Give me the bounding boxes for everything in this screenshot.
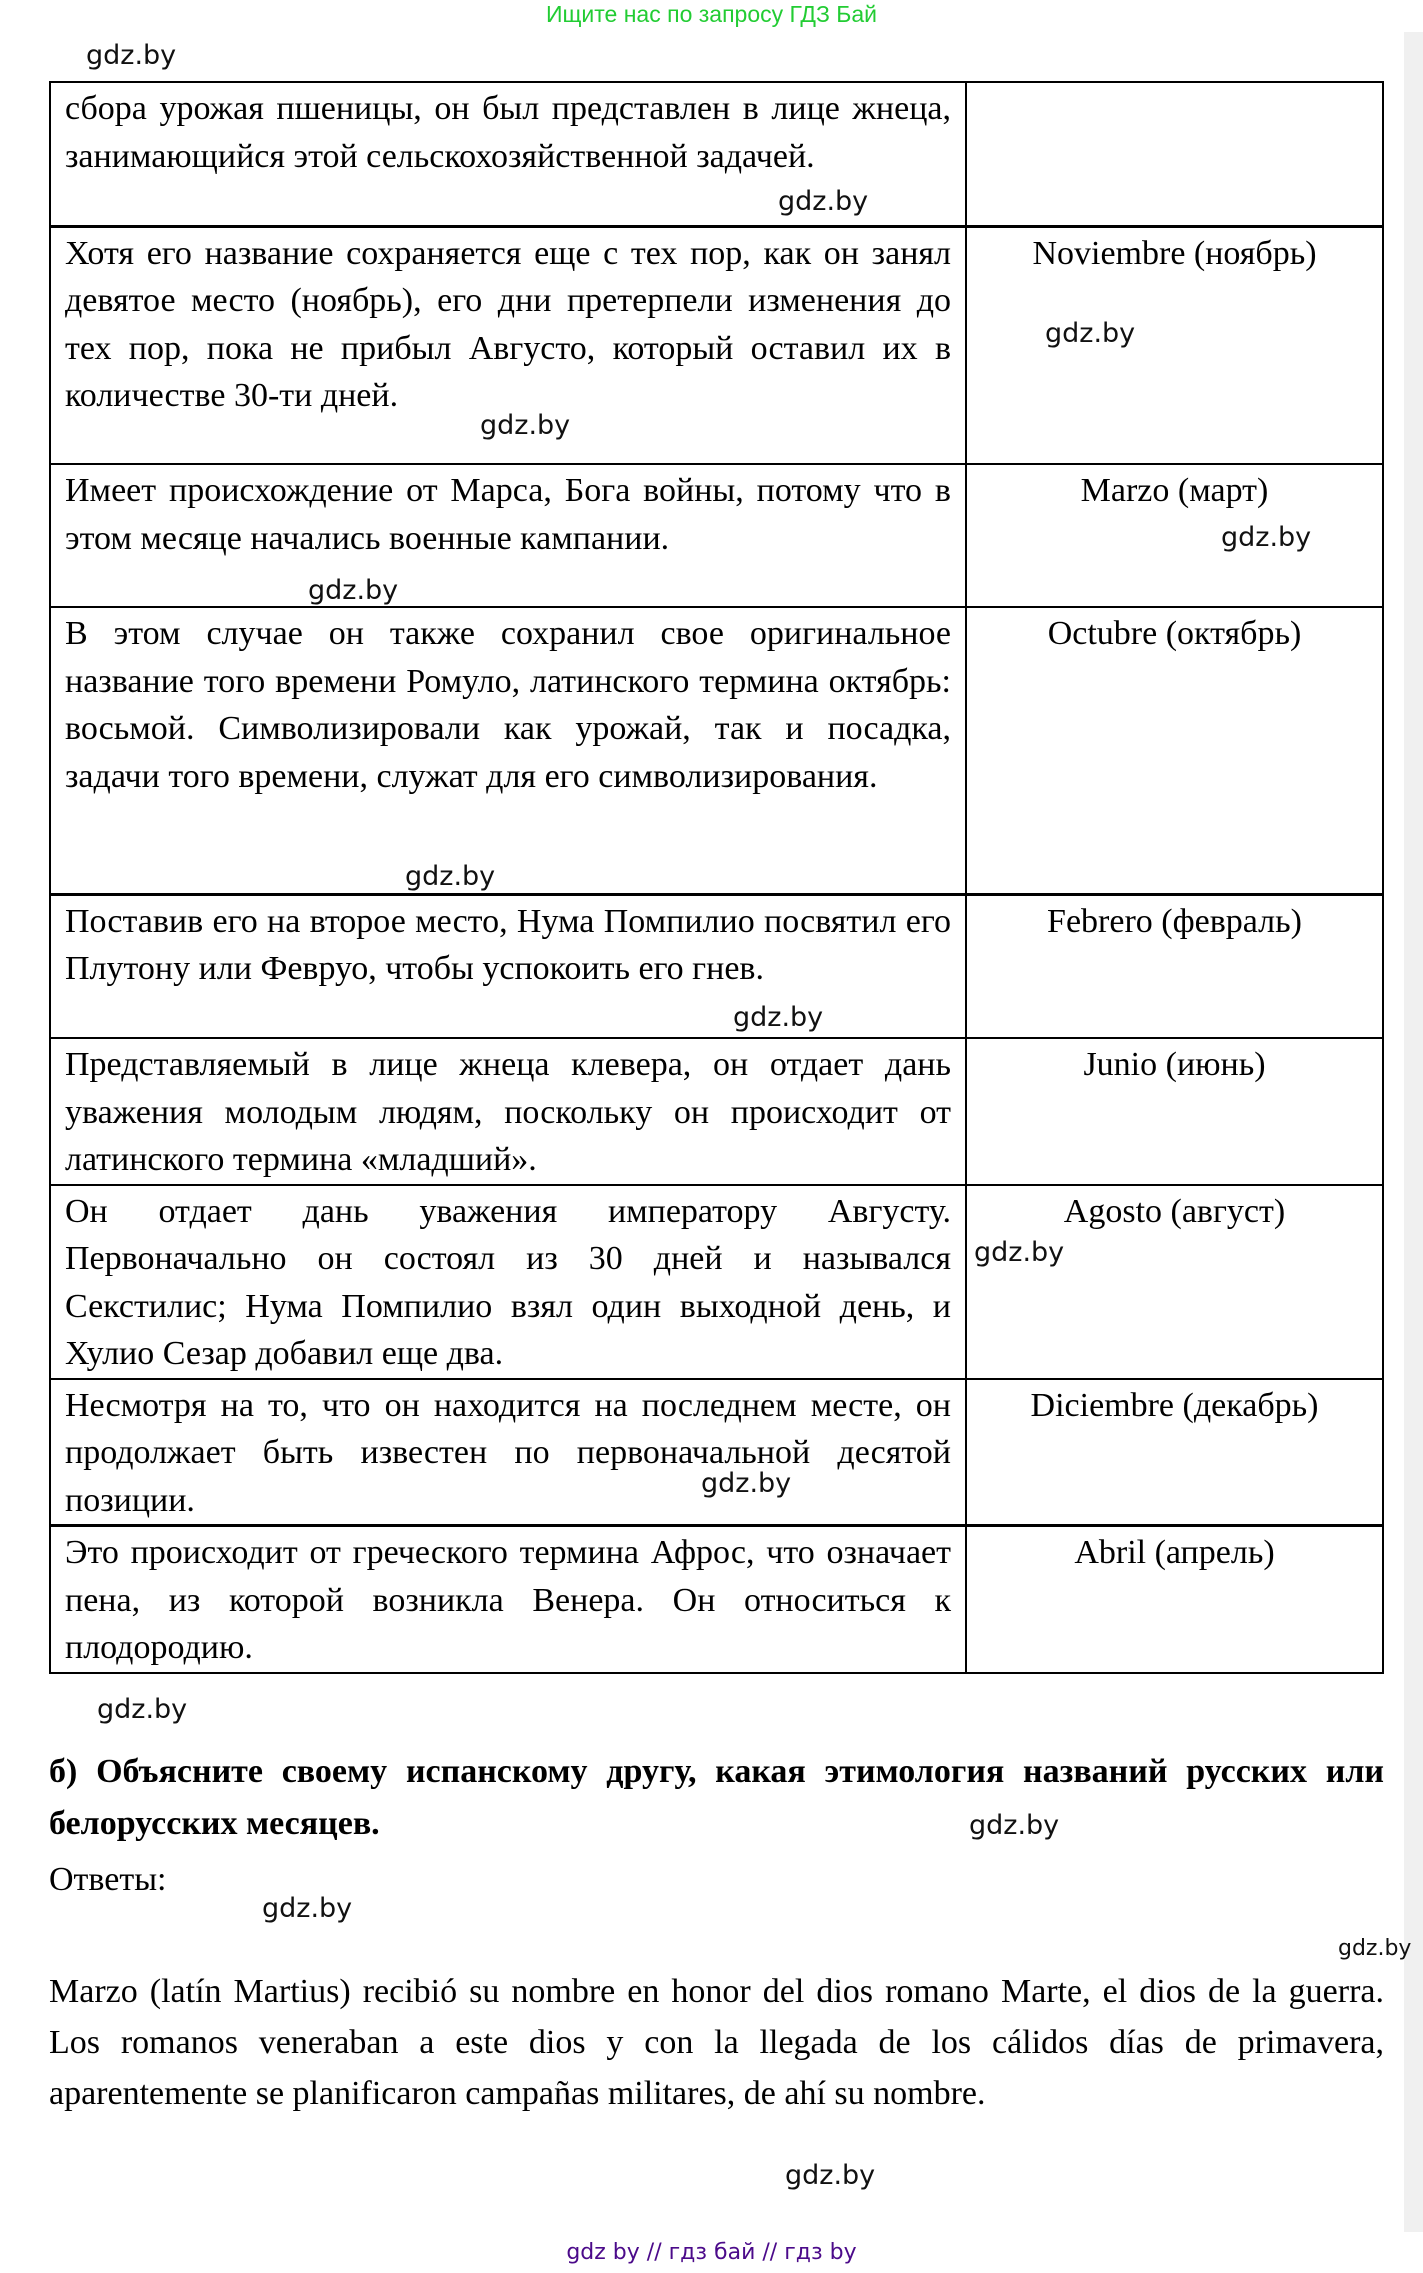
- watermark: gdz.by: [1045, 318, 1136, 349]
- table-row: [50, 1526, 1383, 1673]
- row-month: Agosto (август): [966, 1185, 1383, 1379]
- watermark: gdz.by: [405, 861, 496, 892]
- watermark: gdz.by: [701, 1468, 792, 1499]
- footer-links: gdz by // гдз бай // гдз by: [566, 2240, 857, 2265]
- row-month: Diciembre (декабрь): [966, 1379, 1383, 1526]
- row-description: Представляемый в лице жнеца клевера, он отдает дань уважения молодым людям, поскольку он происходит от латинского термина «младший».: [50, 1038, 966, 1185]
- watermark: gdz.by: [778, 186, 869, 217]
- watermark: gdz.by: [97, 1694, 188, 1725]
- table-row: [50, 82, 1383, 226]
- search-banner: Ищите нас по запросу ГДЗ Бай: [545, 1, 878, 27]
- watermark: gdz.by: [733, 1002, 824, 1033]
- scrollbar[interactable]: [1404, 32, 1423, 2232]
- row-description: Имеет происхождение от Марса, Бога войны, потому что в этом месяце начались военные кампании.: [50, 464, 966, 607]
- row-month: [966, 82, 1383, 226]
- row-month: Marzo (март): [966, 464, 1383, 607]
- row-month: Febrero (февраль): [966, 894, 1383, 1038]
- table-row: [50, 894, 1383, 1038]
- month-etymology-table: [49, 81, 1384, 1674]
- row-description: Хотя его название сохраняется еще с тех пор, как он занял девятое место (ноябрь), его дни претерпели изменения до тех пор, пока не прибыл Августо, который оставил их в количестве 30-ти дней.: [50, 226, 966, 464]
- answers-label: Ответы:: [49, 1861, 167, 1898]
- watermark: gdz.by: [480, 410, 571, 441]
- row-description: Это происходит от греческого термина Афрос, что означает пена, из которой возникла Венера. Он относиться к плодородию.: [50, 1526, 966, 1673]
- row-description: Несмотря на то, что он находится на последнем месте, он продолжает быть известен по первоначальной десятой позиции.: [50, 1379, 966, 1526]
- table-row: [50, 607, 1383, 894]
- task-b-heading: б) Объясните своему испанскому другу, какая этимология названий русских или белорусских месяцев.: [49, 1753, 1384, 1842]
- watermark: gdz.by: [86, 40, 177, 71]
- watermark: gdz.by: [974, 1237, 1065, 1268]
- row-month: Abril (апрель): [966, 1526, 1383, 1673]
- watermark: gdz.by: [308, 575, 399, 606]
- table-row: [50, 1038, 1383, 1185]
- table-row: [50, 464, 1383, 607]
- table-row: [50, 226, 1383, 464]
- row-description: Он отдает дань уважения императору Августу. Первоначально он состоял из 30 дней и назывался Секстилис; Нума Помпилио взял один выходной день, и Хулио Сезар добавил еще два.: [50, 1185, 966, 1379]
- watermark: gdz.by: [1338, 1936, 1412, 1961]
- table-row: [50, 1379, 1383, 1526]
- row-month: Junio (июнь): [966, 1038, 1383, 1185]
- row-month: Octubre (октябрь): [966, 607, 1383, 894]
- watermark: gdz.by: [969, 1810, 1060, 1841]
- table-row: [50, 1185, 1383, 1379]
- answer-paragraph: Marzo (latín Martius) recibió su nombre en honor del dios romano Marte, el dios de la guerra. Los romanos veneraban a este dios y con la llegada de los cálidos días de primavera, aparentemente se planificaron campañas militares, de ahí su nombre.: [49, 1973, 1384, 2112]
- watermark: gdz.by: [1221, 522, 1312, 553]
- row-description: сбора урожая пшеницы, он был представлен в лице жнеца, занимающийся этой сельскохозяйственной задачей.: [50, 82, 966, 226]
- watermark: gdz.by: [262, 1893, 353, 1924]
- row-month: Noviembre (ноябрь): [966, 226, 1383, 464]
- row-description: В этом случае он также сохранил свое оригинальное название того времени Ромуло, латинского термина октябрь: восьмой. Символизировали как урожай, так и посадка, задачи того времени, служат для его символизирования.: [50, 607, 966, 894]
- watermark: gdz.by: [785, 2160, 876, 2191]
- row-description: Поставив его на второе место, Нума Помпилио посвятил его Плутону или Февруо, чтобы успокоить его гнев.: [50, 894, 966, 1038]
